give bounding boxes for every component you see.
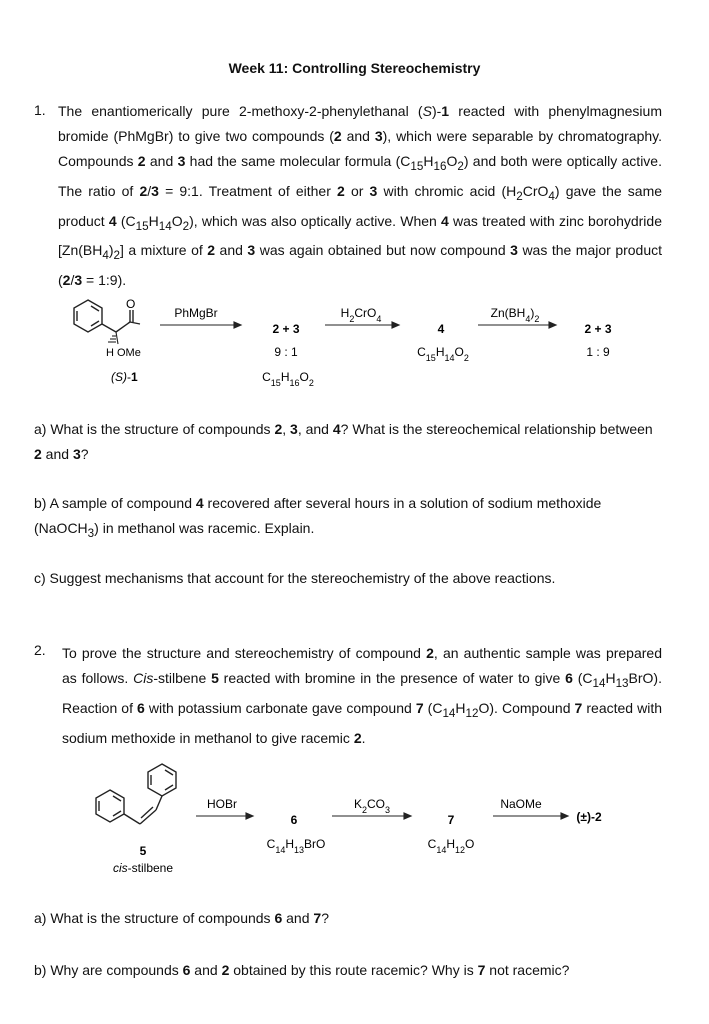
formula-c14h12o: $C_{14}H_{12}O$ xyxy=(427,837,475,855)
ratio-1-9: 1 : 9 xyxy=(586,345,610,359)
stilbene-name: cis-stilbene xyxy=(112,861,174,875)
formula-c15h16o2: $C_{15}H_{16}O_2$ xyxy=(262,370,314,388)
reagent-chromic-acid: $H_2CrO_4$ xyxy=(340,306,382,324)
product-racemic-2: (±)-2 xyxy=(576,810,602,824)
question-1-part-a: a) What is the structure of compounds 2, 3, and 4? What is the stereochemical relationship between 2 and 3? xyxy=(34,421,653,462)
question-2-scheme xyxy=(0,760,709,890)
reagent-potassium-carbonate: $K_2CO_3$ xyxy=(353,797,391,815)
question-2-part-a: a) What is the structure of compounds 6 and 7? xyxy=(34,910,329,926)
question-2-part-b: b) Why are compounds 6 and 2 obtained by this route racemic? Why is 7 not racemic? xyxy=(34,962,570,978)
question-2-number: 2. xyxy=(34,642,46,658)
product-6: 6 xyxy=(290,813,298,827)
benzene-ring-1 xyxy=(74,300,102,332)
reagent-hobr: HOBr xyxy=(207,797,237,811)
product-2-3-final: 2 + 3 xyxy=(584,322,612,336)
page-title: Week 11: Controlling Stereochemistry xyxy=(228,60,481,76)
reaction-arrow-6 xyxy=(493,813,568,819)
formula-c15h14o2: $C_{15}H_{14}O_2$ xyxy=(417,345,469,363)
carbonyl-oxygen-label: O xyxy=(126,297,136,311)
question-1-number: 1. xyxy=(34,102,46,118)
product-7: 7 xyxy=(447,813,455,827)
reaction-arrow-4 xyxy=(196,813,253,819)
reaction-arrow-2 xyxy=(325,322,399,328)
sm-substituent-label: H OMe xyxy=(106,347,141,359)
aldehyde-chain xyxy=(102,310,140,332)
question-2-text: To prove the structure and stereochemistry of compound 2, an authentic sample was prepared as follows. Cis-stilbene 5 reacted with bromine in the presence of water to give 6 $(C_{14}H_{13}BrO)$. Reaction of 6 with potassium carbonate gave compound 7 $(C_{14}H_{12}O)$. Compound 7 reacted with sodium methoxide in methanol to give racemic 2. xyxy=(62,645,663,746)
stilbene-number: 5 xyxy=(139,844,147,858)
benzene-ring-lower xyxy=(96,790,124,822)
question-1-part-b: b) A sample of compound 4 recovered after several hours in a solution of sodium methoxide (NaOCH$_3$) in methanol was racemic. Explain. xyxy=(34,495,602,540)
reagent-naome: NaOMe xyxy=(500,797,542,811)
reaction-arrow-1 xyxy=(160,322,241,328)
product-2-3: 2 + 3 xyxy=(272,322,300,336)
question-1-part-c: c) Suggest mechanisms that account for the stereochemistry of the above reactions. xyxy=(34,570,556,586)
reaction-arrow-5 xyxy=(332,813,411,819)
question-1-scheme xyxy=(0,290,709,400)
benzene-ring-upper xyxy=(148,764,176,796)
formula-c14h13bro: $C_{14}H_{13}BrO$ xyxy=(266,837,326,855)
stereo-bonds xyxy=(108,332,118,344)
product-4: 4 xyxy=(437,322,445,336)
reaction-arrow-3 xyxy=(478,322,556,328)
question-1-text: The enantiomerically pure 2-methoxy-2-phenylethanal (S)-1 reacted with phenylmagnesium bromide (PhMgBr) to give two compounds (2 and 3), which were separable by chromatography. Compounds 2 and 3 had the same molecular formula $(C_{15}H_{16}O_2)$ and both were optically active. The ratio of 2/3 = 9:1. Treatment of either 2 or 3 with chromic acid $(H_2CrO_4)$ gave the same product 4 $(C_{15}H_{14}O_2)$, which was also optically active. When 4 was treated with zinc borohydride $[Zn(BH_4)_2]$ a mixture of 2 and 3 was again obtained but now compound 3 was the major product (2/3 = 1:9). xyxy=(58,103,663,289)
reagent-phmgbr: PhMgBr xyxy=(174,306,218,320)
ratio-9-1: 9 : 1 xyxy=(274,345,298,359)
reagent-zinc-borohydride: $Zn(BH_4)_2$ xyxy=(490,306,540,324)
sm-1-label: (S)-1 xyxy=(111,370,138,384)
cis-alkene xyxy=(124,796,162,824)
